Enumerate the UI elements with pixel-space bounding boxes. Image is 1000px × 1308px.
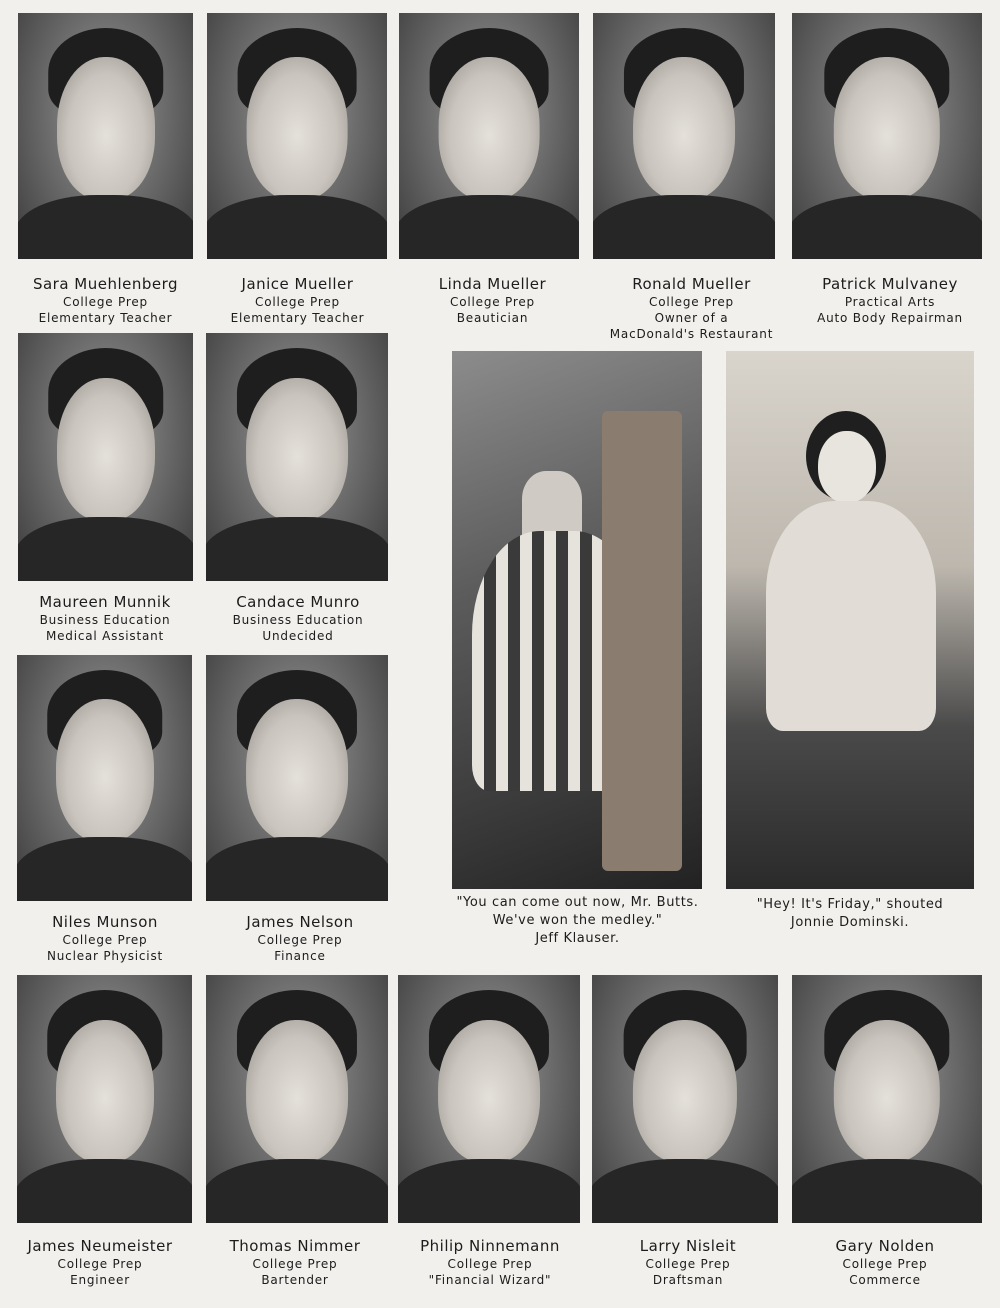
portrait-photo (18, 13, 193, 259)
student-program: College Prep (649, 295, 734, 309)
student-name: Sara Muehlenberg (32, 275, 179, 293)
student-career: Elementary Teacher (38, 311, 173, 325)
student-name: Maureen Munnik (39, 593, 171, 611)
student-caption (390, 1237, 590, 1288)
student-name: Linda Mueller (438, 275, 547, 293)
student-career: Undecided (262, 629, 334, 643)
student-career: Engineer (70, 1273, 130, 1287)
student-career: "Financial Wizard" (428, 1273, 552, 1287)
portrait-photo (592, 975, 778, 1223)
student-career: Beautician (456, 311, 529, 325)
student-caption (8, 275, 203, 326)
portrait-photo (207, 13, 387, 259)
quote-line: "Hey! It's Friday," shouted (756, 897, 944, 912)
portrait-photo (206, 655, 388, 901)
quote-attribution: Jeff Klauser. (535, 931, 620, 946)
quote-line: We've won the medley." (492, 913, 663, 928)
student-name: Thomas Nimmer (229, 1237, 361, 1255)
student-caption (785, 1237, 985, 1288)
student-program: Business Education (232, 613, 364, 627)
student-name: Niles Munson (52, 913, 158, 931)
student-program: College Prep (57, 1257, 143, 1271)
portrait-photo (792, 13, 982, 259)
student-caption (790, 275, 990, 326)
candid-photo-closet (452, 351, 702, 889)
student-career: Commerce (849, 1273, 921, 1287)
candid-caption (440, 894, 715, 948)
student-program: College Prep (645, 1257, 731, 1271)
student-program: College Prep (842, 1257, 928, 1271)
student-career: Elementary Teacher (230, 311, 365, 325)
student-program: College Prep (63, 295, 148, 309)
quote-line: "You can come out now, Mr. Butts. (456, 895, 699, 910)
student-name: Patrick Mulvaney (822, 275, 958, 293)
portrait-photo (206, 975, 388, 1223)
portrait-photo (18, 333, 193, 581)
student-name: Candace Munro (236, 593, 360, 611)
student-caption (5, 913, 205, 964)
student-name: James Nelson (246, 913, 354, 931)
student-name: Janice Mueller (241, 275, 354, 293)
student-career: Finance (274, 949, 326, 963)
student-name: Ronald Mueller (632, 275, 751, 293)
student-program: College Prep (62, 933, 148, 947)
student-name: James Neumeister (27, 1237, 173, 1255)
student-program: College Prep (255, 295, 340, 309)
student-caption (195, 1237, 395, 1288)
quote-attribution: Jonnie Dominski. (790, 915, 910, 930)
student-program: College Prep (447, 1257, 533, 1271)
student-career: Auto Body Repairman (817, 311, 963, 325)
portrait-photo (399, 13, 579, 259)
portrait-photo (398, 975, 580, 1223)
student-career: Owner of a (654, 311, 729, 325)
student-caption (584, 275, 799, 342)
student-caption (0, 1237, 200, 1288)
student-career: Draftsman (652, 1273, 724, 1287)
student-caption (198, 593, 398, 644)
student-career: Nuclear Physicist (46, 949, 164, 963)
student-program: Practical Arts (844, 295, 936, 309)
student-caption (395, 275, 590, 326)
student-program: College Prep (252, 1257, 338, 1271)
student-career: Medical Assistant (45, 629, 165, 643)
portrait-photo (792, 975, 982, 1223)
student-caption (5, 593, 205, 644)
portrait-photo (17, 655, 192, 901)
student-name: Larry Nisleit (639, 1237, 737, 1255)
student-caption (200, 913, 400, 964)
student-name: Philip Ninnemann (420, 1237, 560, 1255)
candid-photo-desk (726, 351, 974, 889)
student-program: College Prep (257, 933, 343, 947)
student-caption (200, 275, 395, 326)
student-program: College Prep (450, 295, 535, 309)
student-career: Bartender (261, 1273, 329, 1287)
student-name: Gary Nolden (835, 1237, 935, 1255)
portrait-photo (593, 13, 775, 259)
student-career: MacDonald's Restaurant (609, 327, 774, 341)
student-caption (588, 1237, 788, 1288)
candid-caption (725, 896, 975, 932)
portrait-photo (17, 975, 192, 1223)
student-program: Business Education (39, 613, 171, 627)
portrait-photo (206, 333, 388, 581)
